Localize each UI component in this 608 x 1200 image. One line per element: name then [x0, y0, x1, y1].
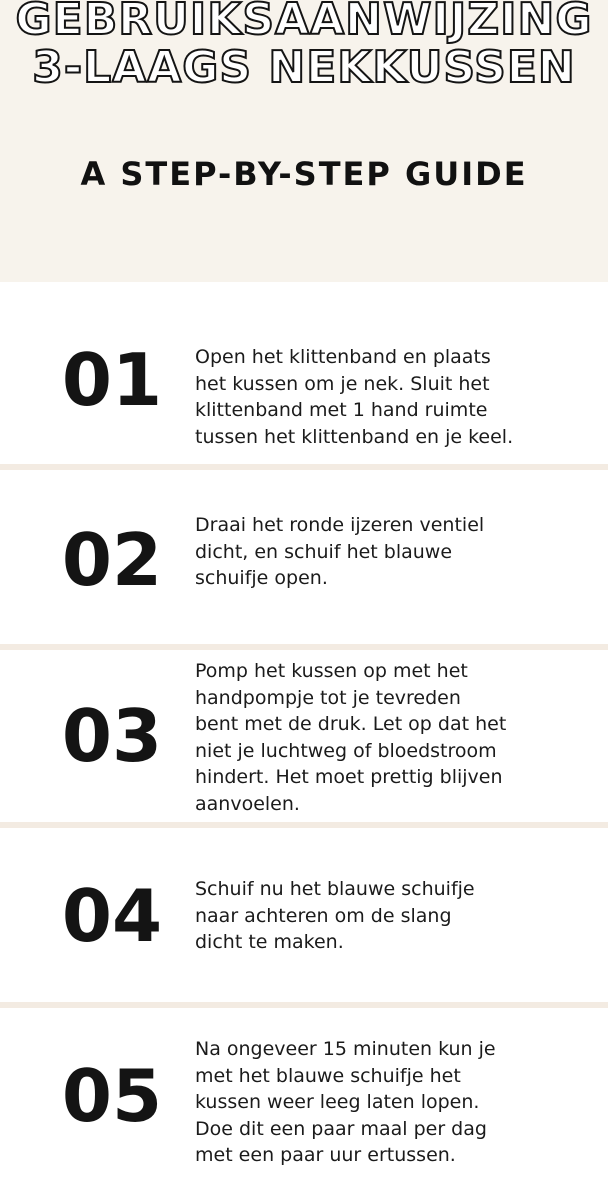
step-card-4 — [0, 828, 608, 1002]
step-number: 03 — [61, 694, 163, 778]
step-instruction: Open het klittenband en plaats het kussen om je nek. Sluit het klittenband met 1 hand ruimte tussen het klittenband en je keel. — [195, 346, 514, 448]
step-number: 05 — [61, 1054, 163, 1138]
step-instruction: Pomp het kussen op met het handpompje tot je tevreden bent met de druk. Let op dat het niet je luchtweg of bloedstroom hindert. Het moet prettig blijven aanvoelen. — [195, 660, 507, 815]
step-card-1 — [0, 282, 608, 464]
page-title-line-1: GEBRUIKSAANWIJZING — [15, 0, 593, 45]
step-number: 02 — [61, 518, 163, 602]
page-title-line-2: 3-LAAGS NEKKUSSEN — [32, 42, 576, 93]
step-number: 01 — [61, 338, 163, 422]
step-card-5 — [0, 1008, 608, 1200]
step-card-2 — [0, 470, 608, 644]
step-card-3 — [0, 650, 608, 822]
step-number: 04 — [61, 874, 163, 958]
step-instruction: Draai het ronde ijzeren ventiel dicht, en schuif het blauwe schuifje open. — [195, 514, 485, 589]
page-header — [0, 0, 608, 280]
step-instruction: Schuif nu het blauwe schuifje naar achteren om de slang dicht te maken. — [195, 878, 475, 953]
step-instruction: Na ongeveer 15 minuten kun je met het blauwe schuifje het kussen weer leeg laten lopen. Doe dit een paar maal per dag met een paar uur ertussen. — [195, 1038, 496, 1166]
page-subtitle: A STEP-BY-STEP GUIDE — [80, 155, 528, 193]
